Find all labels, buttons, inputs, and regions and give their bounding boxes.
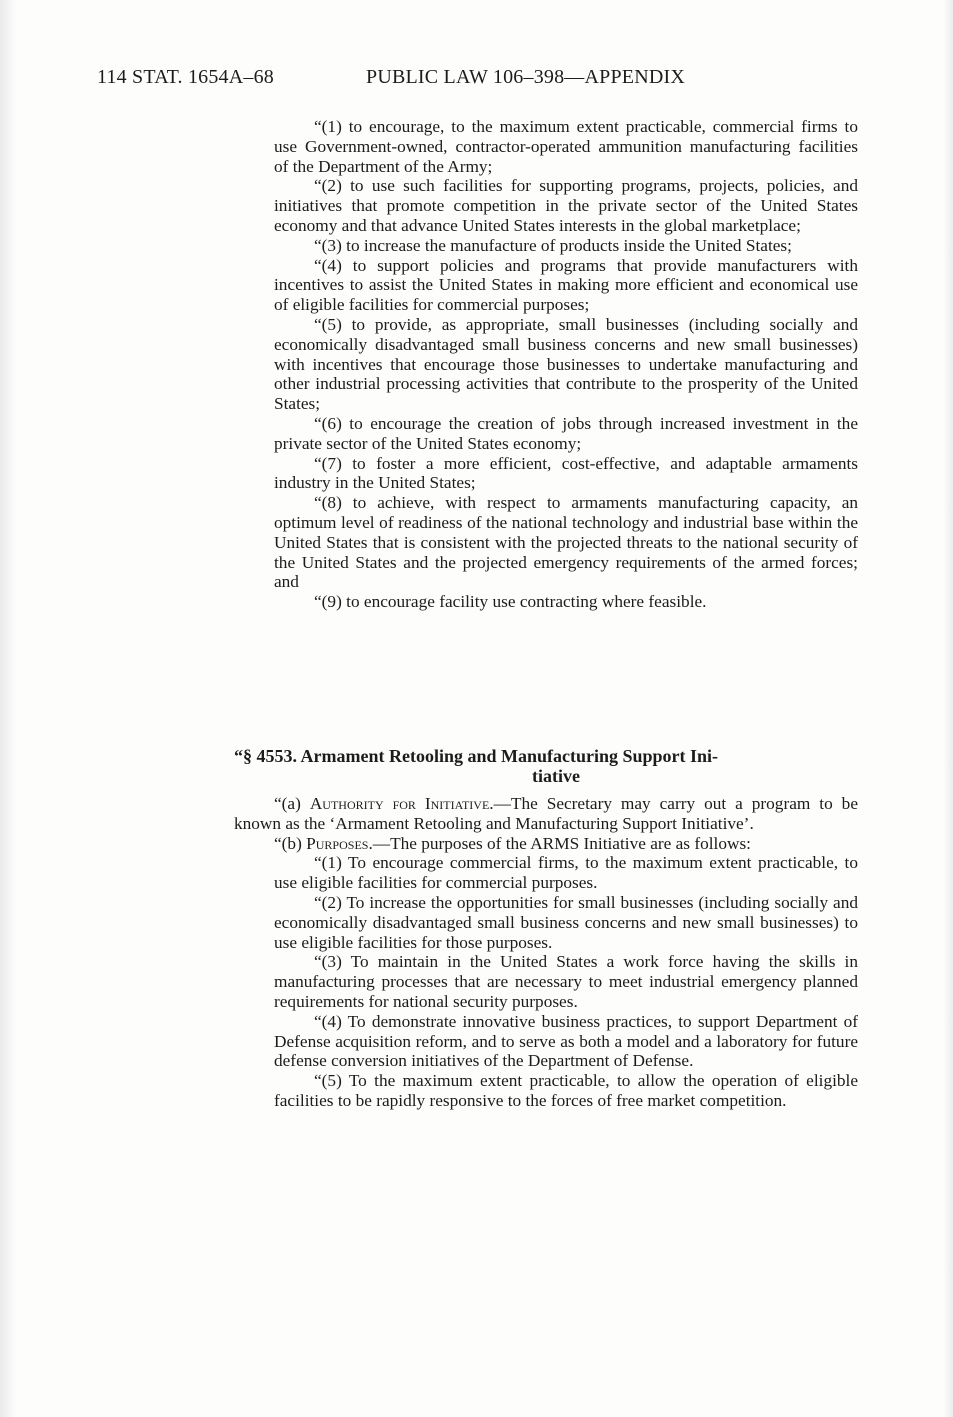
list-item: “(6) to encourage the creation of jobs through increased investment in the private sector of the United States economy; (274, 413, 858, 453)
purposes-list (274, 117, 858, 612)
subsection-b-text: —The purposes of the ARMS Initiative are as follows: (372, 833, 751, 853)
page-edge-shadow-left (0, 0, 16, 1417)
law-title: PUBLIC LAW 106–398—APPENDIX (366, 66, 685, 88)
list-item: “(3) To maintain in the United States a work force having the skills in manufacturing processes that are necessary to meet industrial emergency planned requirements for national security purposes. (274, 952, 858, 1011)
list-item: “(4) To demonstrate innovative business practices, to support Department of Defense acquisition reform, and to serve as both a model and a laboratory for future defense conversion initiatives of the Department of Defense. (274, 1011, 858, 1071)
list-item: “(8) to achieve, with respect to armaments manufacturing capacity, an optimum level of readiness of the national technology and industrial base within the United States that is consistent with the projected threats to the national security of the United States and the projected emergency requirements of the armed forces; and (274, 493, 858, 592)
list-item: “(4) to support policies and programs that provide manufacturers with incentives to assist the United States in making more efficient and economical use of eligible facilities for commercial purposes; (274, 255, 858, 315)
list-item: “(2) To increase the opportunities for small businesses (including socially and economically disadvantaged small business concerns and new small businesses) to use eligible facilities for those purposes. (274, 892, 858, 952)
section-body (234, 794, 858, 1111)
list-item: “(1) to encourage, to the maximum extent practicable, commercial firms to use Government-owned, contractor-operated ammunition manufacturing facilities of the Department of the Army; (274, 117, 858, 176)
subsection-a (234, 794, 858, 834)
subsection-a-text: —The Secretary may carry out a program to be known as the ‘Armament Retooling and Manufacturing Support Initiative’. (234, 794, 858, 833)
section-heading-line1: “§ 4553. Armament Retooling and Manufacturing Support Ini- (234, 746, 719, 766)
page-reference: 114 STAT. 1654A–68 (97, 66, 274, 88)
list-item: “(9) to encourage facility use contracting where feasible. (314, 592, 707, 612)
subsection-b (234, 834, 858, 854)
subsection-a-caption: Authority for Initiative. (309, 794, 494, 813)
page-edge-shadow-right (943, 0, 953, 1417)
list-item: “(5) To the maximum extent practicable, to allow the operation of eligible facilities to be rapidly responsive to the forces of free market competition. (274, 1071, 858, 1110)
subsection-b-prefix: “(b) (274, 833, 307, 853)
subsection-a-prefix: “(a) (274, 794, 310, 813)
list-item: “(7) to foster a more efficient, cost-effective, and adaptable armaments industry in the United States; (274, 453, 858, 493)
list-item: “(5) to provide, as appropriate, small businesses (including socially and economically disadvantaged small business concerns and new small businesses) with incentives that encourage those businesses to undertake manufacturing and other industrial processing activities that contribute to the prosperity of the United States; (274, 314, 858, 414)
section-heading-line2: tiative (532, 766, 580, 786)
list-item: “(2) to use such facilities for supporting programs, projects, policies, and initiatives that promote competition in the private sector of the United States economy and that advance United States interests in the global marketplace; (274, 176, 858, 235)
running-header (97, 66, 685, 158)
list-item: “(1) To encourage commercial firms, to the maximum extent practicable, to use eligible facilities for commercial purposes. (274, 853, 858, 893)
subsection-b-caption: Purposes. (306, 833, 373, 853)
subsection-b-items (234, 853, 858, 1110)
section-heading (234, 746, 858, 786)
list-item: “(3) to increase the manufacture of products inside the United States; (314, 235, 792, 255)
